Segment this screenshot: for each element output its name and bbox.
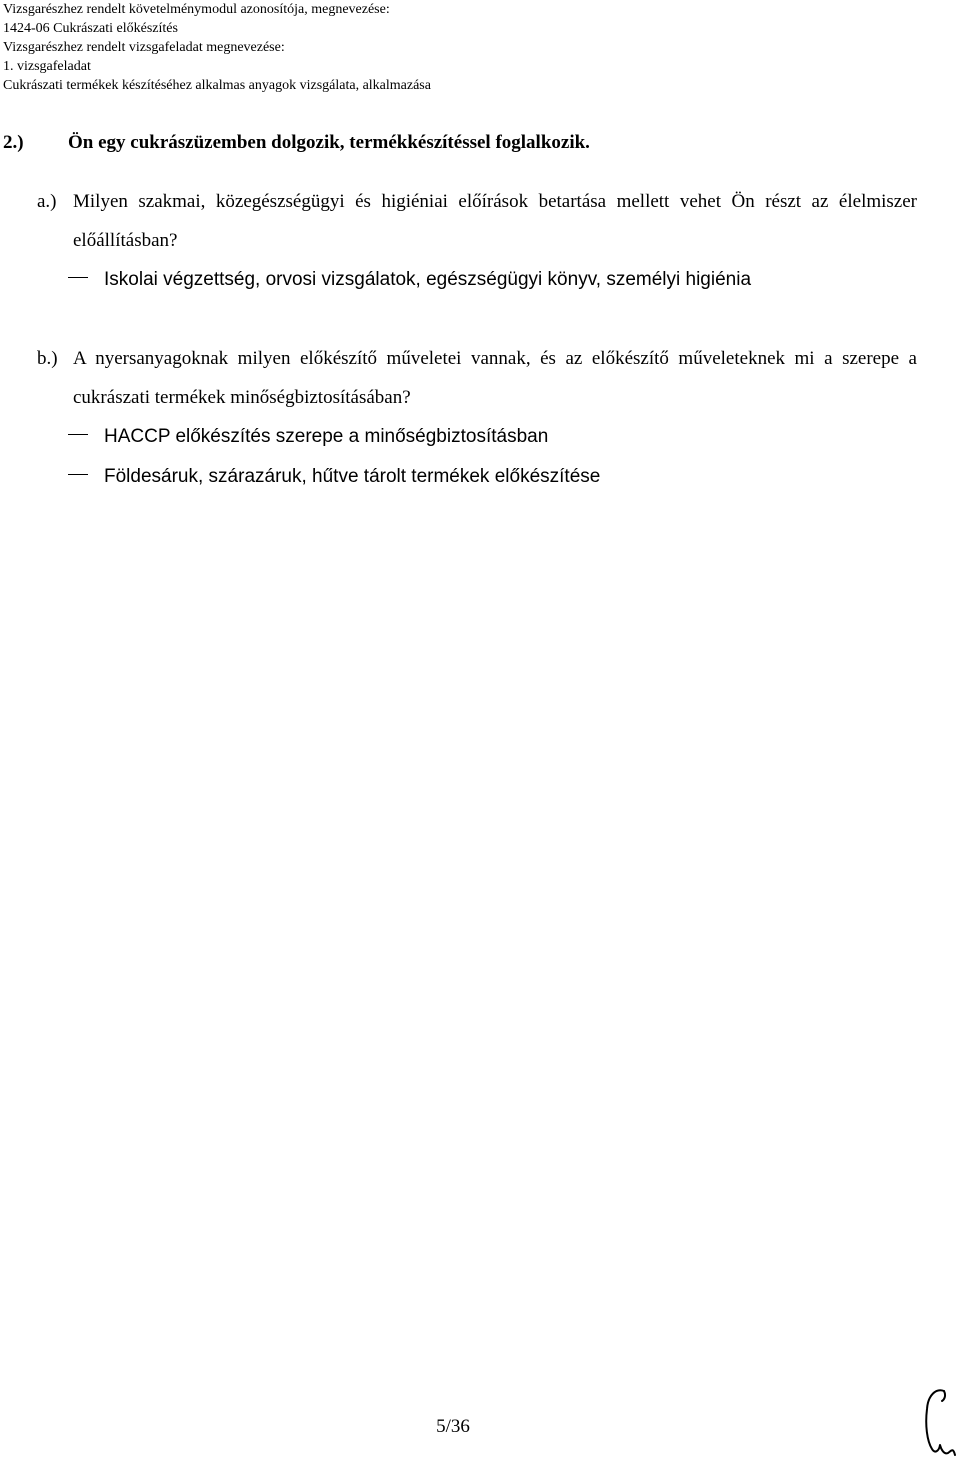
task-heading <box>3 132 590 154</box>
signature-icon <box>918 1385 958 1460</box>
dash-bullet-icon <box>68 277 88 278</box>
dash-bullet-icon <box>68 474 88 475</box>
question-a-label: a.) <box>37 191 57 212</box>
answer-a-1 <box>68 268 751 292</box>
document-header <box>3 0 943 95</box>
answer-b-1 <box>68 425 548 449</box>
answer-b-1-text: HACCP előkészítés szerepe a minőségbiztosításban <box>104 426 549 447</box>
question-b-label: b.) <box>37 348 58 369</box>
task-number: 2.) <box>3 132 24 153</box>
page-number: 5/36 <box>436 1416 470 1437</box>
question-b <box>37 339 917 417</box>
question-a-text: Milyen szakmai, közegészségügyi és higiéniai előírások betartása mellett vehet Ön részt az élelmiszer előállításban? <box>73 191 917 251</box>
header-module-label: Vizsgarészhez rendelt követelménymodul azonosítója, megnevezése: <box>3 2 390 17</box>
header-task-value: Cukrászati termékek készítéséhez alkalmas anyagok vizsgálata, alkalmazása <box>3 78 431 93</box>
answer-a-1-text: Iskolai végzettség, orvosi vizsgálatok, egészségügyi könyv, személyi higiénia <box>104 269 752 290</box>
answer-b-2-text: Földesáruk, szárazáruk, hűtve tárolt termékek előkészítése <box>104 466 601 487</box>
header-module-value: 1424-06 Cukrászati előkészítés <box>3 21 178 36</box>
dash-bullet-icon <box>68 434 88 435</box>
task-title: Ön egy cukrászüzemben dolgozik, termékkészítéssel foglalkozik. <box>68 132 590 153</box>
question-b-text: A nyersanyagoknak milyen előkészítő műveletei vannak, és az előkészítő műveleteknek mi a szerepe a cukrászati termékek minőségbiztosításában? <box>73 348 917 408</box>
header-task-number: 1. vizsgafeladat <box>3 59 91 74</box>
header-task-label: Vizsgarészhez rendelt vizsgafeladat megnevezése: <box>3 40 285 55</box>
answer-b-2 <box>68 465 600 489</box>
question-a <box>37 182 917 260</box>
